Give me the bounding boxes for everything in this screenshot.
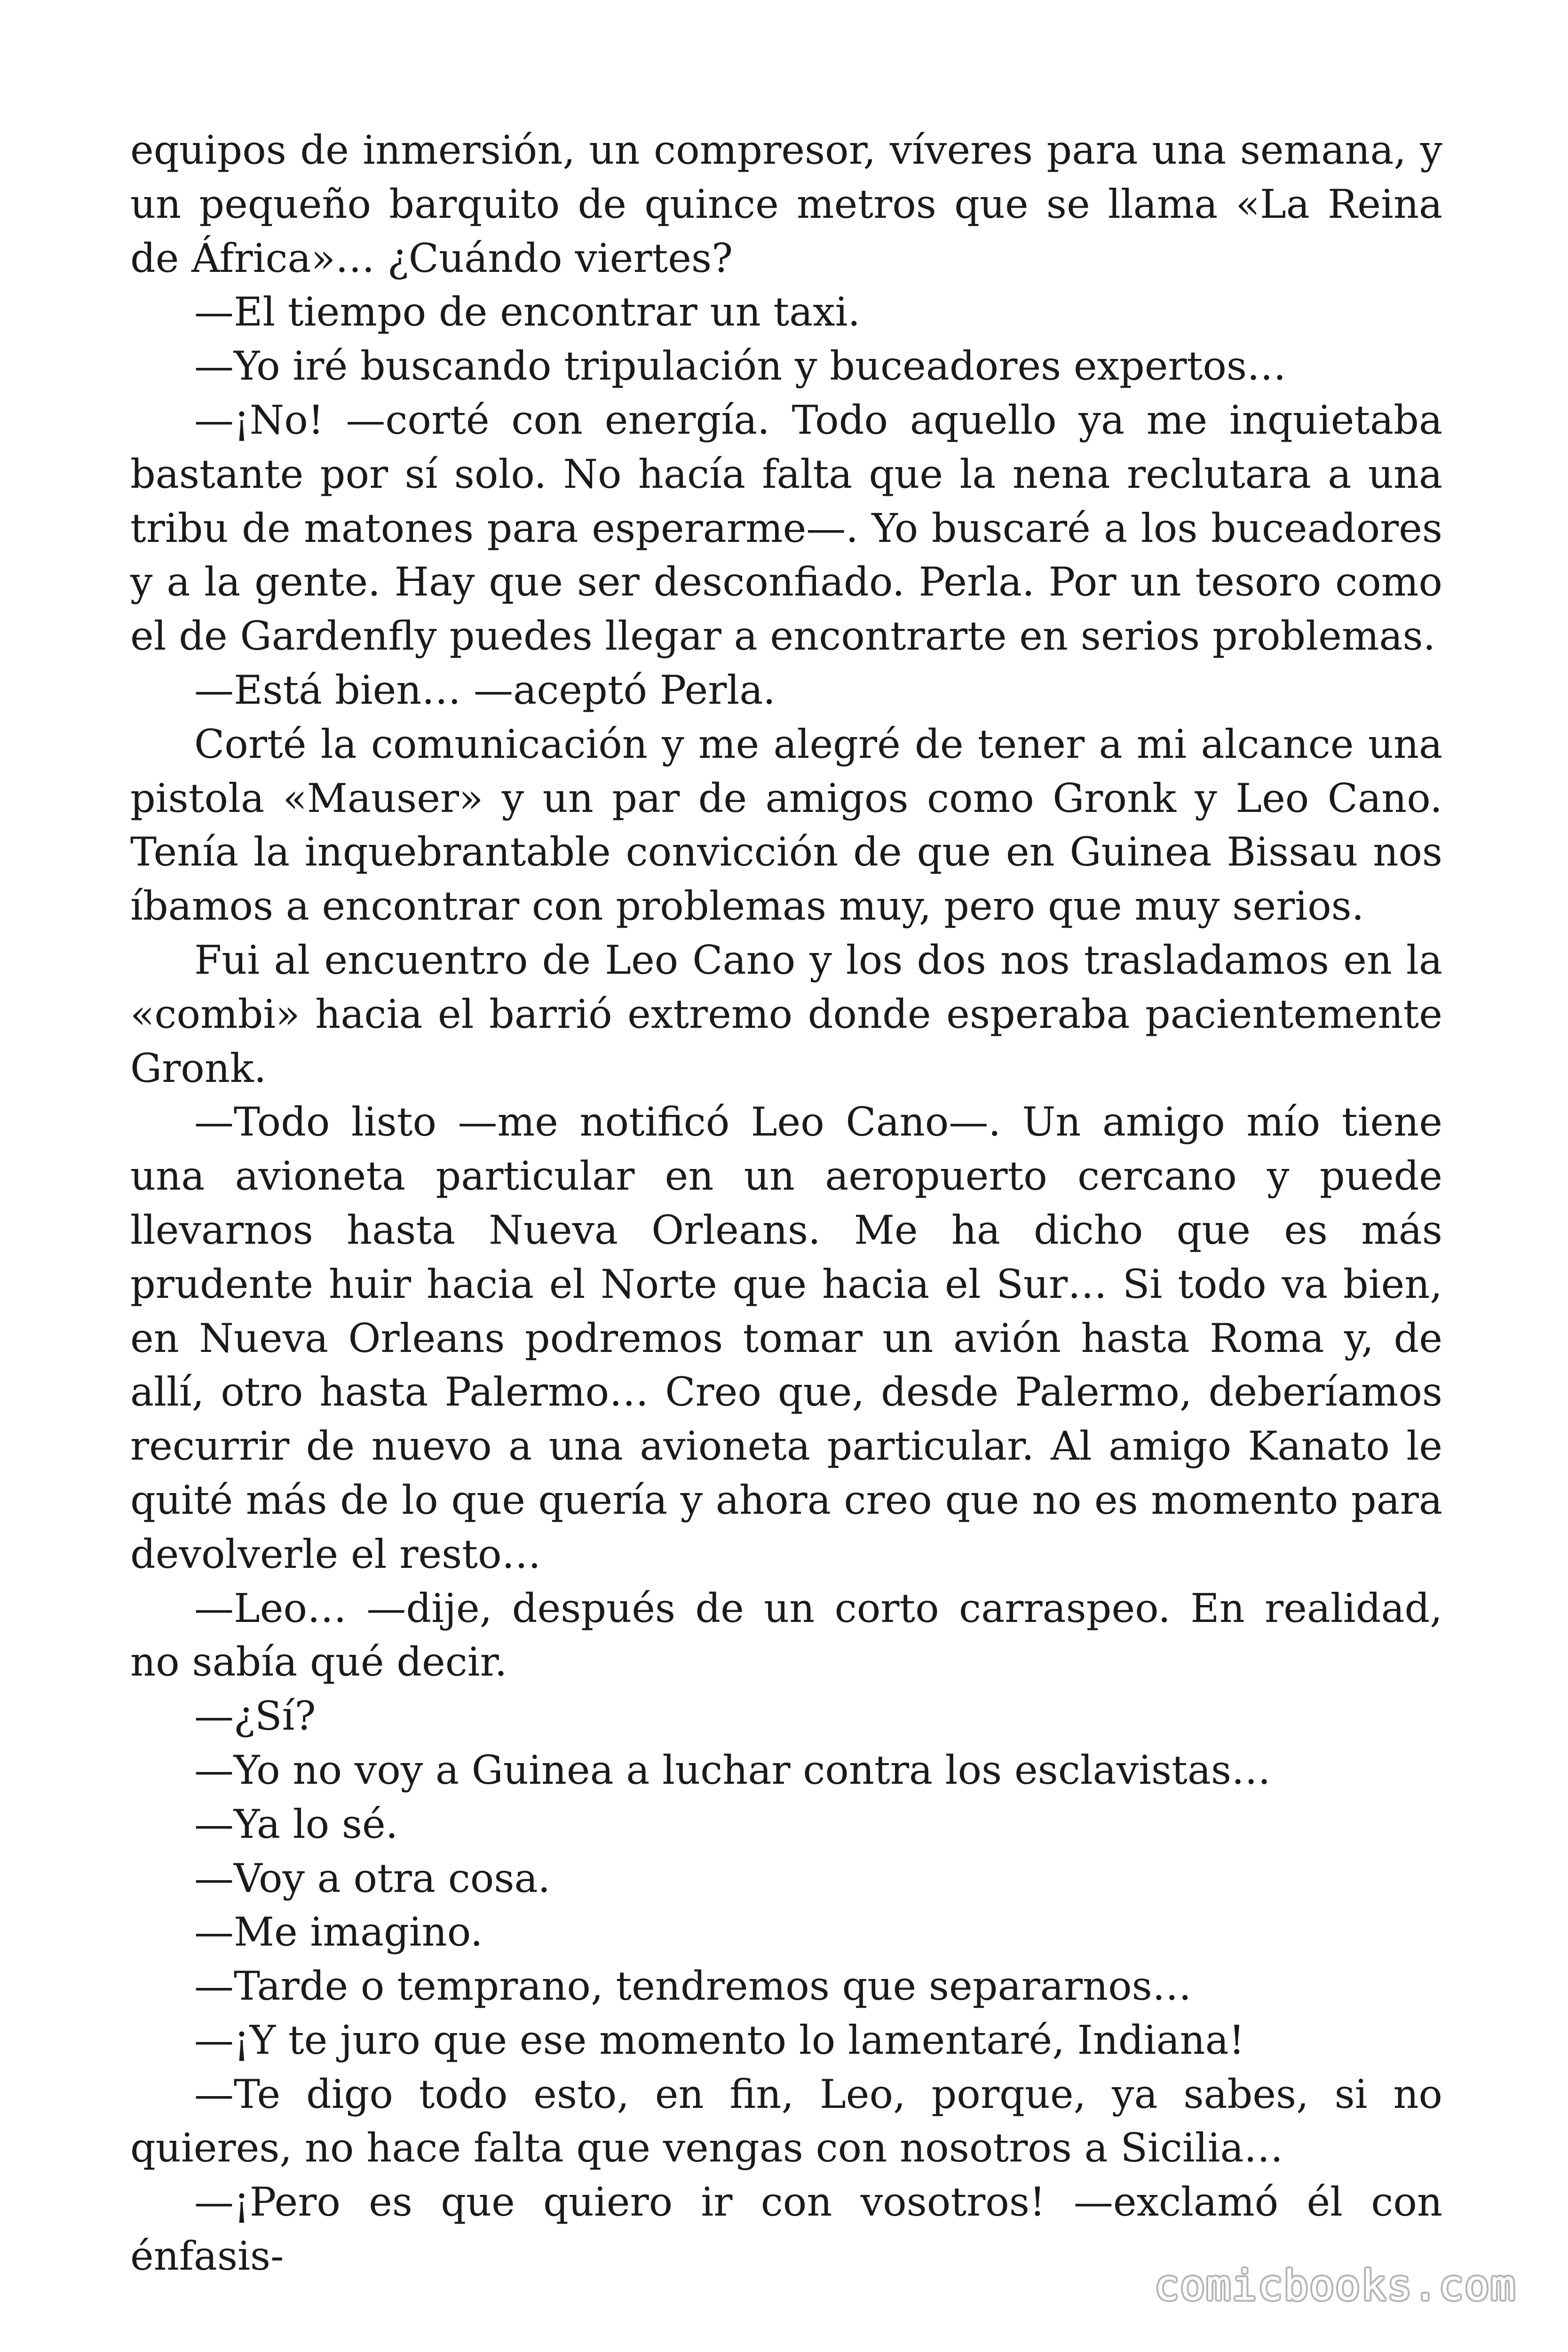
paragraph-10: —¿Sí? [194, 1693, 316, 1740]
paragraph-6: Corté la comunicación y me alegré de tener a mi alcance una pistola «Mauser» y un par de amigos como Gronk y Leo Cano. Tenía la inquebrantable convicción de que en Guinea Bissau nos íbamos a encontrar con problemas muy, pero que muy serios. [130, 721, 1442, 930]
paragraph-5: —Está bien… —aceptó Perla. [194, 667, 776, 713]
paragraph-12: —Ya lo sé. [194, 1801, 398, 1847]
paragraph-14: —Me imagino. [194, 1909, 483, 1955]
paragraph-13: —Voy a otra cosa. [194, 1855, 551, 1901]
paragraph-9: —Leo… —dije, después de un corto carraspeo. En realidad, no sabía qué decir. [130, 1585, 1442, 1685]
paragraph-8: —Todo listo —me notificó Leo Cano—. Un amigo mío tiene una avioneta particular en un aeropuerto cercano y puede llevarnos hasta Nueva Orleans. Me ha dicho que es más prudente huir hacia el Norte que hacia el Sur… Si todo va bien, en Nueva Orleans podremos tomar un avión hasta Roma y, de allí, otro hasta Palermo… Creo que, desde Palermo, deberíamos recurrir de nuevo a una avioneta particular. Al amigo Kanato le quité más de lo que quería y ahora creo que no es momento para devolverle el resto… [130, 1099, 1442, 1577]
paragraph-2: —El tiempo de encontrar un taxi. [194, 289, 861, 335]
paragraph-16: —¡Y te juro que ese momento lo lamentaré, Indiana! [194, 2017, 1245, 2063]
page-text [130, 123, 1442, 2283]
paragraph-15: —Tarde o temprano, tendremos que separarnos… [194, 1963, 1192, 2010]
paragraph-11: —Yo no voy a Guinea a luchar contra los esclavistas… [194, 1747, 1271, 1793]
paragraph-7: Fui al encuentro de Leo Cano y los dos nos trasladamos en la «combi» hacia el barrió extremo donde esperaba pacientemente Gronk. [130, 937, 1442, 1091]
paragraph-4: —¡No! —corté con energía. Todo aquello ya me inquietaba bastante por sí solo. No hacía falta que la nena reclutara a una tribu de matones para esperarme—. Yo buscaré a los buceadores y a la gente. Hay que ser desconfiado. Perla. Por un tesoro como el de Gardenfly puedes llegar a encontrarte en serios problemas. [130, 397, 1442, 660]
paragraph-18: —¡Pero es que quiero ir con vosotros! —exclamó él con énfasis- [130, 2179, 1442, 2280]
paragraph-3: —Yo iré buscando tripulación y buceadores expertos… [194, 343, 1287, 389]
paragraph-17: —Te digo todo esto, en fin, Leo, porque, ya sabes, si no quieres, no hace falta que vengas con nosotros a Sicilia… [130, 2071, 1442, 2171]
watermark: comicbooks.com [1154, 2261, 1516, 2310]
paragraph-1: equipos de inmersión, un compresor, víveres para una semana, y un pequeño barquito de quince metros que se llama «La Reina de África»… ¿Cuándo viertes? [130, 127, 1442, 281]
